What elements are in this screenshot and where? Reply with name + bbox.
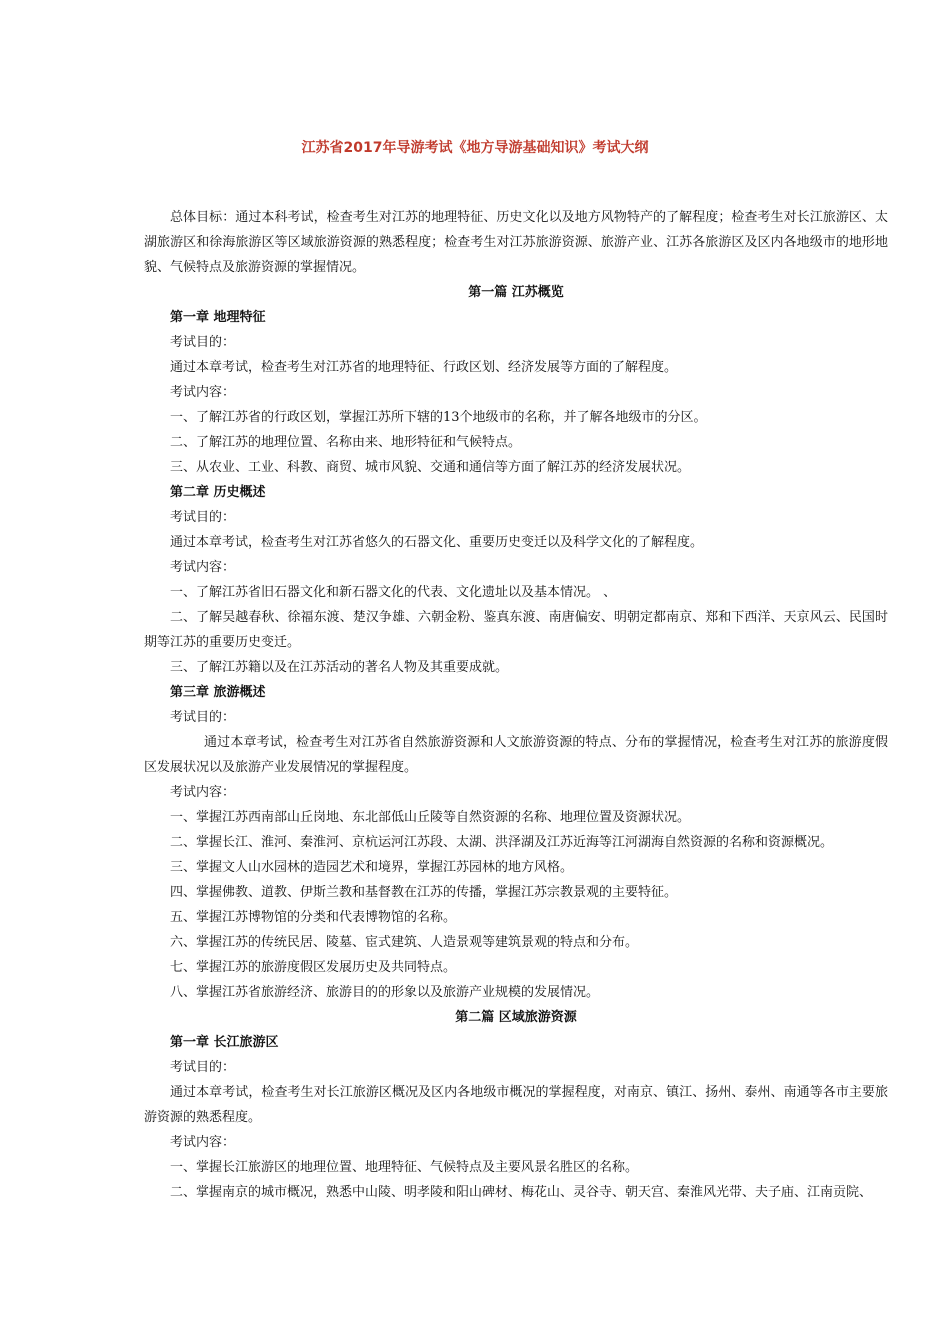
content-item: 六、掌握江苏的传统民居、陵墓、宦式建筑、人造景观等建筑景观的特点和分布。 xyxy=(170,935,639,950)
content-item: 三、掌握文人山水园林的造园艺术和境界，掌握江苏园林的地方风格。 xyxy=(170,860,574,875)
chapter-heading-p2-c1: 第一章 长江旅游区 xyxy=(170,1035,279,1050)
content-item: 二、了解江苏的地理位置、名称由来、地形特征和气候特点。 xyxy=(170,435,522,450)
content-label: 考试内容： xyxy=(170,385,236,400)
goal-text: 通过本章考试，检查考生对江苏省的地理特征、行政区划、经济发展等方面的了解程度。 xyxy=(170,360,678,375)
document-title: 江苏省2017年导游考试《地方导游基础知识》考试大纲 xyxy=(301,140,649,156)
content-item: 一、了解江苏省的行政区划，掌握江苏所下辖的13个地级市的名称，并了解各地级市的分区。 xyxy=(170,410,707,425)
content-item: 二、了解吴越春秋、徐福东渡、楚汉争雄、六朝金粉、鉴真东渡、南唐偏安、明朝定都南京、郑和下西洋、天京风云、民国时期等江苏的重要历史变迁。 xyxy=(144,610,888,650)
content-item: 二、掌握长江、淮河、秦淮河、京杭运河江苏段、太湖、洪泽湖及江苏近海等江河湖海自然资源的名称和资源概况。 xyxy=(170,835,834,850)
goal-label: 考试目的： xyxy=(170,1060,236,1075)
content-label: 考试内容： xyxy=(170,1135,236,1150)
content-item: 四、掌握佛教、道教、伊斯兰教和基督教在江苏的传播，掌握江苏宗教景观的主要特征。 xyxy=(170,885,678,900)
intro-paragraph: 总体目标：通过本科考试，检查考生对江苏的地理特征、历史文化以及地方风物特产的了解程度；检查考生对长江旅游区、太湖旅游区和徐海旅游区等区域旅游资源的熟悉程度；检查考生对江苏旅游资源、旅游产业、江苏各旅游区及区内各地级市的地形地貌、气候特点及旅游资源的掌握情况。 xyxy=(144,210,888,275)
content-item: 三、从农业、工业、科教、商贸、城市风貌、交通和通信等方面了解江苏的经济发展状况。 xyxy=(170,460,691,475)
goal-text: 通过本章考试，检查考生对江苏省悠久的石器文化、重要历史变迁以及科学文化的了解程度。 xyxy=(170,535,704,550)
content-item: 一、了解江苏省旧石器文化和新石器文化的代表、文化遗址以及基本情况。 、 xyxy=(170,585,617,600)
content-item: 五、掌握江苏博物馆的分类和代表博物馆的名称。 xyxy=(170,910,457,925)
part-heading-2: 第二篇 区域旅游资源 xyxy=(455,1010,577,1025)
chapter-heading-p1-c2: 第二章 历史概述 xyxy=(170,485,266,500)
content-item: 一、掌握长江旅游区的地理位置、地理特征、气候特点及主要风景名胜区的名称。 xyxy=(170,1160,639,1175)
part-heading-1: 第一篇 江苏概览 xyxy=(468,285,564,300)
content-label: 考试内容： xyxy=(170,560,236,575)
content-label: 考试内容： xyxy=(170,785,236,800)
content-item: 三、了解江苏籍以及在江苏活动的著名人物及其重要成就。 xyxy=(170,660,509,675)
chapter-heading-p1-c3: 第三章 旅游概述 xyxy=(170,685,266,700)
content-item: 一、掌握江苏西南部山丘岗地、东北部低山丘陵等自然资源的名称、地理位置及资源状况。 xyxy=(170,810,691,825)
goal-label: 考试目的： xyxy=(170,335,236,350)
content-item: 七、掌握江苏的旅游度假区发展历史及共同特点。 xyxy=(170,960,457,975)
chapter-heading-p1-c1: 第一章 地理特征 xyxy=(170,310,266,325)
goal-label: 考试目的： xyxy=(170,710,236,725)
goal-text: 通过本章考试，检查考生对长江旅游区概况及区内各地级市概况的掌握程度，对南京、镇江、扬州、泰州、南通等各市主要旅游资源的熟悉程度。 xyxy=(144,1085,888,1125)
content-item: 二、掌握南京的城市概况，熟悉中山陵、明孝陵和阳山碑材、梅花山、灵谷寺、朝天宫、秦淮风光带、夫子庙、江南贡院、 xyxy=(170,1185,873,1200)
goal-label: 考试目的： xyxy=(170,510,236,525)
content-item: 八、掌握江苏省旅游经济、旅游目的的形象以及旅游产业规模的发展情况。 xyxy=(170,985,600,1000)
document-body xyxy=(144,205,888,1205)
goal-text: 通过本章考试，检查考生对江苏省自然旅游资源和人文旅游资源的特点、分布的掌握情况，检查考生对江苏的旅游度假区发展状况以及旅游产业发展情况的掌握程度。 xyxy=(144,735,888,775)
